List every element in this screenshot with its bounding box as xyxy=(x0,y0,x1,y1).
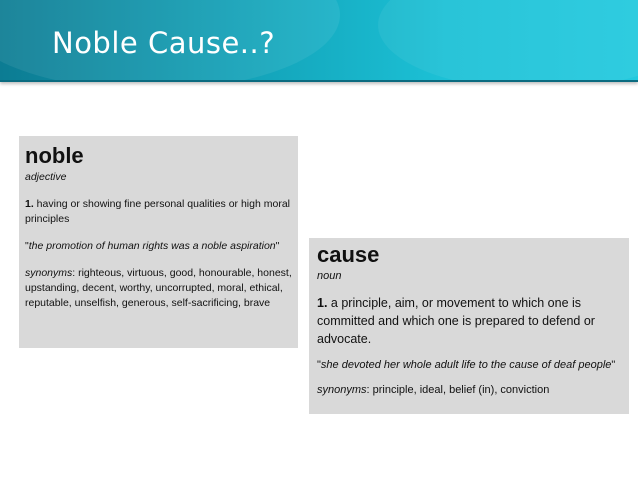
noble-synonyms-list: : righteous, virtuous, good, honourable, honest, upstanding, decent, worthy, uncorrupted, moral, ethical, reputable, unselfish, generous, self-sacrificing, brave xyxy=(25,267,292,310)
noble-example xyxy=(25,239,292,254)
cause-example-text: she devoted her whole adult life to the cause of deaf people xyxy=(320,359,612,372)
noble-definition-number: 1. xyxy=(25,198,34,211)
title-banner xyxy=(0,0,638,82)
noble-definition-card xyxy=(19,136,298,348)
cause-synonyms-list: : principle, ideal, belief (in), conviction xyxy=(366,384,550,397)
cause-example-open-quote: " xyxy=(317,359,321,372)
cause-word: cause xyxy=(317,242,380,267)
cause-definition xyxy=(317,294,621,348)
cause-synonyms-label: synonyms xyxy=(317,384,367,397)
cause-definition-number: 1. xyxy=(317,296,328,311)
noble-part-of-speech: adjective xyxy=(25,171,67,184)
noble-synonyms xyxy=(25,266,292,311)
slide-title: Noble Cause..? xyxy=(52,26,276,60)
noble-synonyms-label: synonyms xyxy=(25,267,73,280)
noble-example-open-quote: " xyxy=(25,240,29,253)
cause-part-of-speech: noun xyxy=(317,270,342,283)
noble-word: noble xyxy=(25,143,84,168)
cause-synonyms xyxy=(317,383,621,398)
noble-definition-text: having or showing fine personal qualities or high moral principles xyxy=(25,198,290,226)
cause-example-close-quote: " xyxy=(611,359,616,372)
cause-example xyxy=(317,358,621,373)
cause-definition-text: a principle, aim, or movement to which one is committed and which one is prepared to defend or advocate. xyxy=(317,296,595,347)
noble-example-close-quote: " xyxy=(275,240,280,253)
noble-definition xyxy=(25,197,292,227)
cause-definition-card xyxy=(309,238,629,414)
noble-example-text: the promotion of human rights was a noble aspiration xyxy=(28,240,276,253)
